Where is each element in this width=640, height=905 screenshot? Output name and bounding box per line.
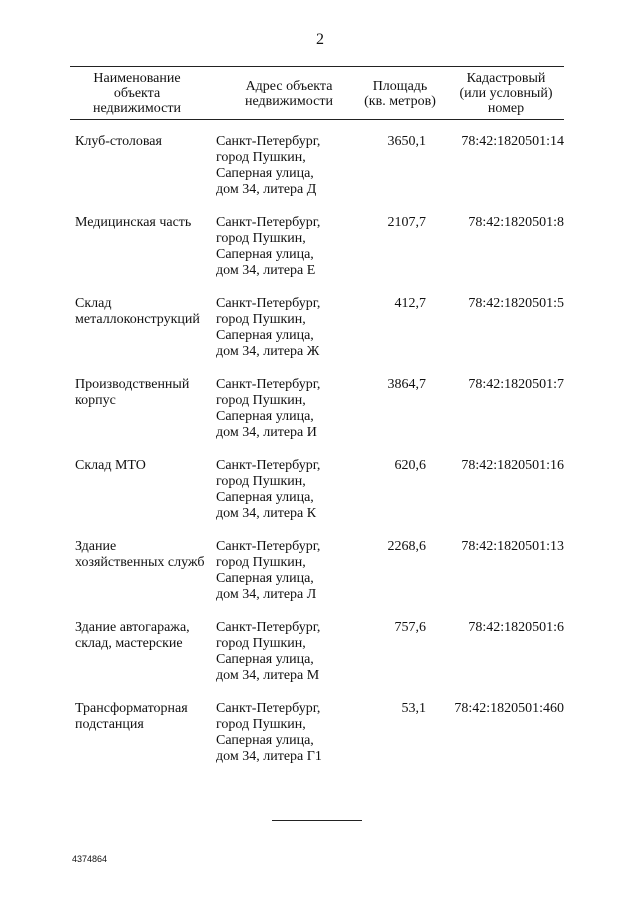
address-line: Саперная улица, xyxy=(216,247,314,262)
cadastral-number: 78:42:1820501:460 xyxy=(454,701,564,716)
object-name xyxy=(75,620,215,652)
object-name xyxy=(75,296,215,328)
object-area: 53,1 xyxy=(401,701,426,716)
header-name-line: объекта xyxy=(113,86,161,101)
address-line: Санкт-Петербург, xyxy=(216,134,321,149)
object-area: 412,7 xyxy=(394,296,426,311)
header-name-line: недвижимости xyxy=(93,101,181,116)
header-cadastral-line: номер xyxy=(487,101,525,116)
address-line: город Пушкин, xyxy=(216,555,306,570)
address-line: Санкт-Петербург, xyxy=(216,377,321,392)
object-address xyxy=(216,701,356,765)
cadastral-number: 78:42:1820501:14 xyxy=(461,134,564,149)
object-name-line: Трансформаторная xyxy=(75,701,188,716)
object-name-line: Склад МТО xyxy=(75,458,146,473)
header-area xyxy=(360,79,440,109)
table-row xyxy=(70,539,564,619)
object-address xyxy=(216,620,356,684)
table-row xyxy=(70,701,564,781)
address-line: Санкт-Петербург, xyxy=(216,296,321,311)
table-row xyxy=(70,458,564,538)
object-name-line: Здание xyxy=(75,539,117,554)
address-line: город Пушкин, xyxy=(216,231,306,246)
object-address xyxy=(216,296,356,360)
object-name xyxy=(75,215,215,231)
page-number: 2 xyxy=(316,31,324,48)
table-row xyxy=(70,296,564,376)
address-line: Санкт-Петербург, xyxy=(216,215,321,230)
object-area: 3650,1 xyxy=(387,134,426,149)
address-line: дом 34, литера К xyxy=(216,506,317,521)
object-area: 2268,6 xyxy=(387,539,426,554)
object-area: 620,6 xyxy=(394,458,426,473)
address-line: Санкт-Петербург, xyxy=(216,701,321,716)
address-line: город Пушкин, xyxy=(216,474,306,489)
object-name xyxy=(75,377,215,409)
address-line: город Пушкин, xyxy=(216,636,306,651)
header-cadastral-line: (или условный) xyxy=(459,86,553,101)
object-address xyxy=(216,458,356,522)
cadastral-number: 78:42:1820501:8 xyxy=(468,215,564,230)
cadastral-number: 78:42:1820501:7 xyxy=(468,377,564,392)
table-row xyxy=(70,215,564,295)
address-line: Саперная улица, xyxy=(216,733,314,748)
address-line: Саперная улица, xyxy=(216,571,314,586)
object-name-line: Клуб-столовая xyxy=(75,134,162,149)
address-line: Саперная улица, xyxy=(216,409,314,424)
object-name xyxy=(75,458,215,474)
cadastral-number: 78:42:1820501:16 xyxy=(461,458,564,473)
object-name-line: Здание автогаража, xyxy=(75,620,190,635)
object-name xyxy=(75,539,215,571)
header-cadastral-line: Кадастровый xyxy=(466,71,546,86)
object-area: 3864,7 xyxy=(387,377,426,392)
object-name-line: Склад xyxy=(75,296,112,311)
address-line: город Пушкин, xyxy=(216,717,306,732)
object-address xyxy=(216,215,356,279)
address-line: Саперная улица, xyxy=(216,652,314,667)
address-line: Санкт-Петербург, xyxy=(216,458,321,473)
address-line: город Пушкин, xyxy=(216,312,306,327)
address-line: Саперная улица, xyxy=(216,490,314,505)
table-top-rule xyxy=(70,66,564,67)
table-row xyxy=(70,620,564,700)
header-address-line: недвижимости xyxy=(245,94,333,109)
address-line: Саперная улица, xyxy=(216,328,314,343)
object-name-line: хозяйственных служб xyxy=(75,555,205,570)
address-line: город Пушкин, xyxy=(216,393,306,408)
address-line: Саперная улица, xyxy=(216,166,314,181)
address-line: дом 34, литера Г1 xyxy=(216,749,322,764)
object-name xyxy=(75,701,215,733)
object-name-line: Производственный xyxy=(75,377,190,392)
document-code: 4374864 xyxy=(72,854,108,864)
cadastral-number: 78:42:1820501:13 xyxy=(461,539,564,554)
object-name-line: корпус xyxy=(75,393,116,408)
object-name-line: металлоконструкций xyxy=(75,312,200,327)
object-address xyxy=(216,377,356,441)
object-name-line: Медицинская часть xyxy=(75,215,192,230)
address-line: Санкт-Петербург, xyxy=(216,539,321,554)
header-address xyxy=(220,79,358,109)
header-cadastral xyxy=(450,71,562,116)
table-header-rule xyxy=(70,119,564,120)
object-area: 2107,7 xyxy=(387,215,426,230)
address-line: Санкт-Петербург, xyxy=(216,620,321,635)
address-line: дом 34, литера И xyxy=(216,425,317,440)
table-row xyxy=(70,377,564,457)
object-name-line: подстанция xyxy=(75,717,144,732)
header-address-line: Адрес объекта xyxy=(245,79,333,94)
address-line: дом 34, литера Л xyxy=(216,587,317,602)
header-area-line: Площадь xyxy=(372,79,428,94)
address-line: дом 34, литера Д xyxy=(216,182,317,197)
address-line: город Пушкин, xyxy=(216,150,306,165)
object-name-line: склад, мастерские xyxy=(75,636,183,651)
address-line: дом 34, литера Е xyxy=(216,263,316,278)
table-row xyxy=(70,134,564,214)
header-area-line: (кв. метров) xyxy=(364,94,436,109)
cadastral-number: 78:42:1820501:6 xyxy=(468,620,564,635)
object-address xyxy=(216,539,356,603)
address-line: дом 34, литера М xyxy=(216,668,320,683)
header-name xyxy=(78,71,196,116)
end-of-document-rule xyxy=(272,820,362,821)
header-name-line: Наименование xyxy=(93,71,181,86)
cadastral-number: 78:42:1820501:5 xyxy=(468,296,564,311)
address-line: дом 34, литера Ж xyxy=(216,344,320,359)
object-area: 757,6 xyxy=(394,620,426,635)
object-address xyxy=(216,134,356,198)
object-name xyxy=(75,134,215,150)
